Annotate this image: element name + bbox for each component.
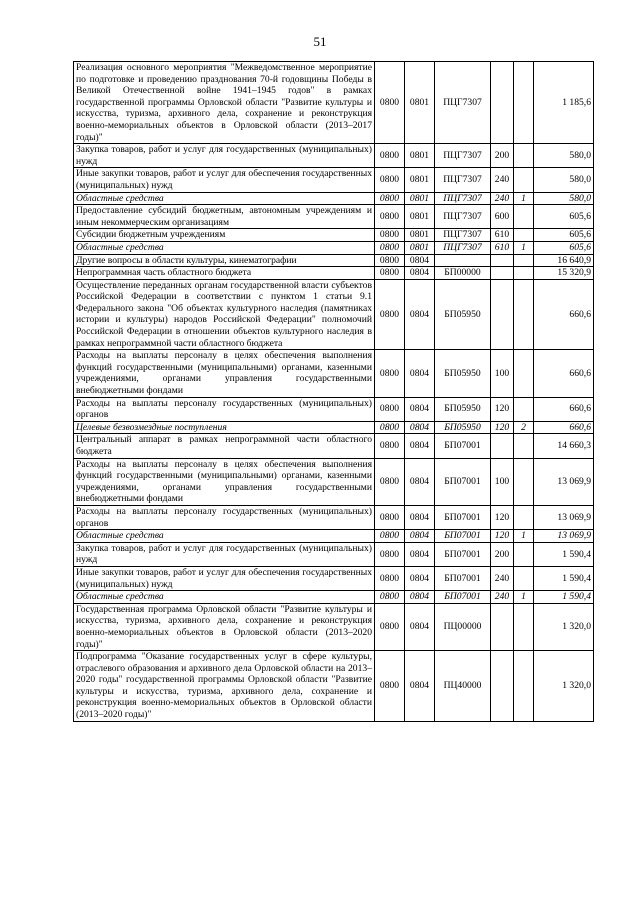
amount-cell: 14 660,3 xyxy=(534,434,594,458)
subsection-code-cell: 0801 xyxy=(405,168,435,192)
table-row xyxy=(74,421,594,434)
section-code-cell: 0800 xyxy=(375,566,405,590)
row-name-cell: Субсидии бюджетным учреждениям xyxy=(74,229,375,242)
subsection-code-cell: 0801 xyxy=(405,229,435,242)
expense-type-cell: 600 xyxy=(491,205,514,229)
section-code-cell: 0800 xyxy=(375,434,405,458)
section-code-cell: 0800 xyxy=(375,542,405,566)
expense-type-cell: 610 xyxy=(491,229,514,242)
target-code-cell: ПЦГ7307 xyxy=(435,192,491,205)
amount-cell: 13 069,9 xyxy=(534,505,594,529)
amount-cell: 605,6 xyxy=(534,229,594,242)
target-code-cell: БП05950 xyxy=(435,421,491,434)
row-name-cell: Областные средства xyxy=(74,530,375,543)
funding-source-cell xyxy=(514,542,534,566)
target-code-cell: БП07001 xyxy=(435,530,491,543)
subsection-code-cell: 0801 xyxy=(405,144,435,168)
amount-cell: 1 185,6 xyxy=(534,62,594,144)
subsection-code-cell: 0804 xyxy=(405,591,435,604)
subsection-code-cell: 0804 xyxy=(405,566,435,590)
table-row xyxy=(74,144,594,168)
funding-source-cell xyxy=(514,434,534,458)
amount-cell: 15 320,9 xyxy=(534,267,594,280)
subsection-code-cell: 0801 xyxy=(405,205,435,229)
section-code-cell: 0800 xyxy=(375,458,405,505)
expense-type-cell: 200 xyxy=(491,144,514,168)
expense-type-cell: 240 xyxy=(491,168,514,192)
section-code-cell: 0800 xyxy=(375,421,405,434)
row-name-cell: Осуществление переданных органам государственной власти субъектов Российской Федерации в соответствии с пунктом 1 статьи 9.1 Федерального закона "Об объектах культурного наследия (памятниках истории и культуры) народов Российской Федерации" полномочий Российской Федерации в отношении объектов культурного наследия в рамках непрограммной части областного бюджета xyxy=(74,279,375,350)
subsection-code-cell: 0804 xyxy=(405,254,435,267)
funding-source-cell xyxy=(514,205,534,229)
section-code-cell: 0800 xyxy=(375,62,405,144)
target-code-cell: БП07001 xyxy=(435,566,491,590)
table-row xyxy=(74,542,594,566)
subsection-code-cell: 0804 xyxy=(405,530,435,543)
row-name-cell: Расходы на выплаты персоналу государственных (муниципальных) органов xyxy=(74,397,375,421)
target-code-cell: ПЦ40000 xyxy=(435,651,491,722)
section-code-cell: 0800 xyxy=(375,229,405,242)
target-code-cell: БП05950 xyxy=(435,350,491,397)
expense-type-cell xyxy=(491,267,514,280)
amount-cell: 660,6 xyxy=(534,421,594,434)
expense-type-cell xyxy=(491,603,514,650)
table-row xyxy=(74,350,594,397)
expense-type-cell: 240 xyxy=(491,591,514,604)
amount-cell: 660,6 xyxy=(534,279,594,350)
section-code-cell: 0800 xyxy=(375,144,405,168)
expense-type-cell: 120 xyxy=(491,421,514,434)
section-code-cell: 0800 xyxy=(375,603,405,650)
subsection-code-cell: 0804 xyxy=(405,397,435,421)
target-code-cell: ПЦГ7307 xyxy=(435,62,491,144)
target-code-cell: БП07001 xyxy=(435,458,491,505)
budget-table xyxy=(73,61,594,722)
table-row xyxy=(74,168,594,192)
subsection-code-cell: 0804 xyxy=(405,603,435,650)
target-code-cell: ПЦ00000 xyxy=(435,603,491,650)
funding-source-cell xyxy=(514,651,534,722)
table-row xyxy=(74,566,594,590)
row-name-cell: Расходы на выплаты персоналу в целях обеспечения выполнения функций государственными (муниципальными) органами, казенными учреждениями, органами управления государственными внебюджетными фондами xyxy=(74,350,375,397)
table-row xyxy=(74,651,594,722)
row-name-cell: Иные закупки товаров, работ и услуг для обеспечения государственных (муниципальных) нужд xyxy=(74,566,375,590)
table-row xyxy=(74,434,594,458)
funding-source-cell: 1 xyxy=(514,530,534,543)
target-code-cell: ПЦГ7307 xyxy=(435,229,491,242)
funding-source-cell xyxy=(514,397,534,421)
expense-type-cell: 120 xyxy=(491,397,514,421)
subsection-code-cell: 0804 xyxy=(405,267,435,280)
target-code-cell xyxy=(435,254,491,267)
amount-cell: 580,0 xyxy=(534,144,594,168)
section-code-cell: 0800 xyxy=(375,591,405,604)
table-row xyxy=(74,530,594,543)
funding-source-cell xyxy=(514,566,534,590)
expense-type-cell xyxy=(491,62,514,144)
target-code-cell: БП07001 xyxy=(435,434,491,458)
funding-source-cell: 1 xyxy=(514,241,534,254)
subsection-code-cell: 0804 xyxy=(405,350,435,397)
row-name-cell: Непрограммная часть областного бюджета xyxy=(74,267,375,280)
funding-source-cell xyxy=(514,279,534,350)
target-code-cell: БП05950 xyxy=(435,279,491,350)
subsection-code-cell: 0801 xyxy=(405,241,435,254)
target-code-cell: ПЦГ7307 xyxy=(435,205,491,229)
expense-type-cell: 240 xyxy=(491,192,514,205)
subsection-code-cell: 0801 xyxy=(405,192,435,205)
section-code-cell: 0800 xyxy=(375,397,405,421)
expense-type-cell xyxy=(491,279,514,350)
amount-cell: 1 320,0 xyxy=(534,603,594,650)
funding-source-cell xyxy=(514,254,534,267)
subsection-code-cell: 0804 xyxy=(405,421,435,434)
expense-type-cell: 240 xyxy=(491,566,514,590)
row-name-cell: Реализация основного мероприятия "Межведомственное мероприятие по подготовке и проведению празднования 70-й годовщины Победы в Великой Отечественной войне 1941–1945 годов" в рамках государственной программы Орловской области "Развитие культуры и искусства, туризма, архивного дела, сохранение и реконструкция военно-мемориальных объектов в Орловской области (2013–2017 годы)" xyxy=(74,62,375,144)
table-row xyxy=(74,279,594,350)
funding-source-cell xyxy=(514,505,534,529)
row-name-cell: Предоставление субсидий бюджетным, автономным учреждениям и иным некоммерческим организациям xyxy=(74,205,375,229)
section-code-cell: 0800 xyxy=(375,505,405,529)
subsection-code-cell: 0804 xyxy=(405,651,435,722)
row-name-cell: Расходы на выплаты персоналу государственных (муниципальных) органов xyxy=(74,505,375,529)
target-code-cell: ПЦГ7307 xyxy=(435,241,491,254)
row-name-cell: Иные закупки товаров, работ и услуг для обеспечения государственных (муниципальных) нужд xyxy=(74,168,375,192)
table-row xyxy=(74,254,594,267)
amount-cell: 605,6 xyxy=(534,205,594,229)
funding-source-cell xyxy=(514,603,534,650)
row-name-cell: Расходы на выплаты персоналу в целях обеспечения выполнения функций государственными (муниципальными) органами, казенными учреждениями, органами управления государственными внебюджетными фондами xyxy=(74,458,375,505)
row-name-cell: Областные средства xyxy=(74,192,375,205)
amount-cell: 13 069,9 xyxy=(534,530,594,543)
expense-type-cell xyxy=(491,254,514,267)
target-code-cell: БП07001 xyxy=(435,505,491,529)
expense-type-cell: 610 xyxy=(491,241,514,254)
funding-source-cell xyxy=(514,458,534,505)
funding-source-cell xyxy=(514,144,534,168)
row-name-cell: Другие вопросы в области культуры, кинематографии xyxy=(74,254,375,267)
expense-type-cell: 120 xyxy=(491,505,514,529)
funding-source-cell xyxy=(514,350,534,397)
section-code-cell: 0800 xyxy=(375,279,405,350)
section-code-cell: 0800 xyxy=(375,254,405,267)
funding-source-cell xyxy=(514,229,534,242)
row-name-cell: Центральный аппарат в рамках непрограммной части областного бюджета xyxy=(74,434,375,458)
table-row xyxy=(74,397,594,421)
funding-source-cell xyxy=(514,168,534,192)
section-code-cell: 0800 xyxy=(375,192,405,205)
expense-type-cell: 100 xyxy=(491,458,514,505)
expense-type-cell: 200 xyxy=(491,542,514,566)
row-name-cell: Целевые безвозмездные поступления xyxy=(74,421,375,434)
target-code-cell: ПЦГ7307 xyxy=(435,168,491,192)
amount-cell: 660,6 xyxy=(534,350,594,397)
section-code-cell: 0800 xyxy=(375,241,405,254)
target-code-cell: БП07001 xyxy=(435,591,491,604)
subsection-code-cell: 0801 xyxy=(405,62,435,144)
section-code-cell: 0800 xyxy=(375,205,405,229)
table-row xyxy=(74,241,594,254)
target-code-cell: БП00000 xyxy=(435,267,491,280)
funding-source-cell xyxy=(514,267,534,280)
row-name-cell: Областные средства xyxy=(74,241,375,254)
amount-cell: 605,6 xyxy=(534,241,594,254)
subsection-code-cell: 0804 xyxy=(405,505,435,529)
amount-cell: 13 069,9 xyxy=(534,458,594,505)
expense-type-cell xyxy=(491,434,514,458)
funding-source-cell: 1 xyxy=(514,591,534,604)
amount-cell: 580,0 xyxy=(534,168,594,192)
table-row xyxy=(74,229,594,242)
row-name-cell: Областные средства xyxy=(74,591,375,604)
table-row xyxy=(74,591,594,604)
target-code-cell: БП07001 xyxy=(435,542,491,566)
subsection-code-cell: 0804 xyxy=(405,434,435,458)
amount-cell: 660,6 xyxy=(534,397,594,421)
table-row xyxy=(74,267,594,280)
amount-cell: 16 640,9 xyxy=(534,254,594,267)
section-code-cell: 0800 xyxy=(375,168,405,192)
funding-source-cell xyxy=(514,62,534,144)
table-row xyxy=(74,458,594,505)
amount-cell: 580,0 xyxy=(534,192,594,205)
target-code-cell: ПЦГ7307 xyxy=(435,144,491,168)
table-row xyxy=(74,505,594,529)
expense-type-cell xyxy=(491,651,514,722)
row-name-cell: Закупка товаров, работ и услуг для государственных (муниципальных) нужд xyxy=(74,144,375,168)
row-name-cell: Подпрограмма "Оказание государственных услуг в сфере культуры, отраслевого образования и архивного дела Орловской области на 2013–2020 годы" государственной программы Орловской области "Развитие культуры и искусства, туризма, архивного дела, сохранение и реконструкция военно-мемориальных объектов в Орловской области (2013–2020 годы)" xyxy=(74,651,375,722)
expense-type-cell: 120 xyxy=(491,530,514,543)
table-body xyxy=(74,62,594,722)
subsection-code-cell: 0804 xyxy=(405,542,435,566)
amount-cell: 1 590,4 xyxy=(534,542,594,566)
section-code-cell: 0800 xyxy=(375,530,405,543)
table-row xyxy=(74,62,594,144)
funding-source-cell: 2 xyxy=(514,421,534,434)
page-number: 51 xyxy=(313,34,327,49)
amount-cell: 1 320,0 xyxy=(534,651,594,722)
amount-cell: 1 590,4 xyxy=(534,591,594,604)
table-row xyxy=(74,205,594,229)
section-code-cell: 0800 xyxy=(375,651,405,722)
section-code-cell: 0800 xyxy=(375,350,405,397)
table-row xyxy=(74,192,594,205)
funding-source-cell: 1 xyxy=(514,192,534,205)
subsection-code-cell: 0804 xyxy=(405,279,435,350)
row-name-cell: Закупка товаров, работ и услуг для государственных (муниципальных) нужд xyxy=(74,542,375,566)
row-name-cell: Государственная программа Орловской области "Развитие культуры и искусства, туризма, архивного дела, сохранение и реконструкция военно-мемориальных объектов в Орловской области (2013–2020 годы)" xyxy=(74,603,375,650)
amount-cell: 1 590,4 xyxy=(534,566,594,590)
section-code-cell: 0800 xyxy=(375,267,405,280)
table-row xyxy=(74,603,594,650)
expense-type-cell: 100 xyxy=(491,350,514,397)
subsection-code-cell: 0804 xyxy=(405,458,435,505)
target-code-cell: БП05950 xyxy=(435,397,491,421)
